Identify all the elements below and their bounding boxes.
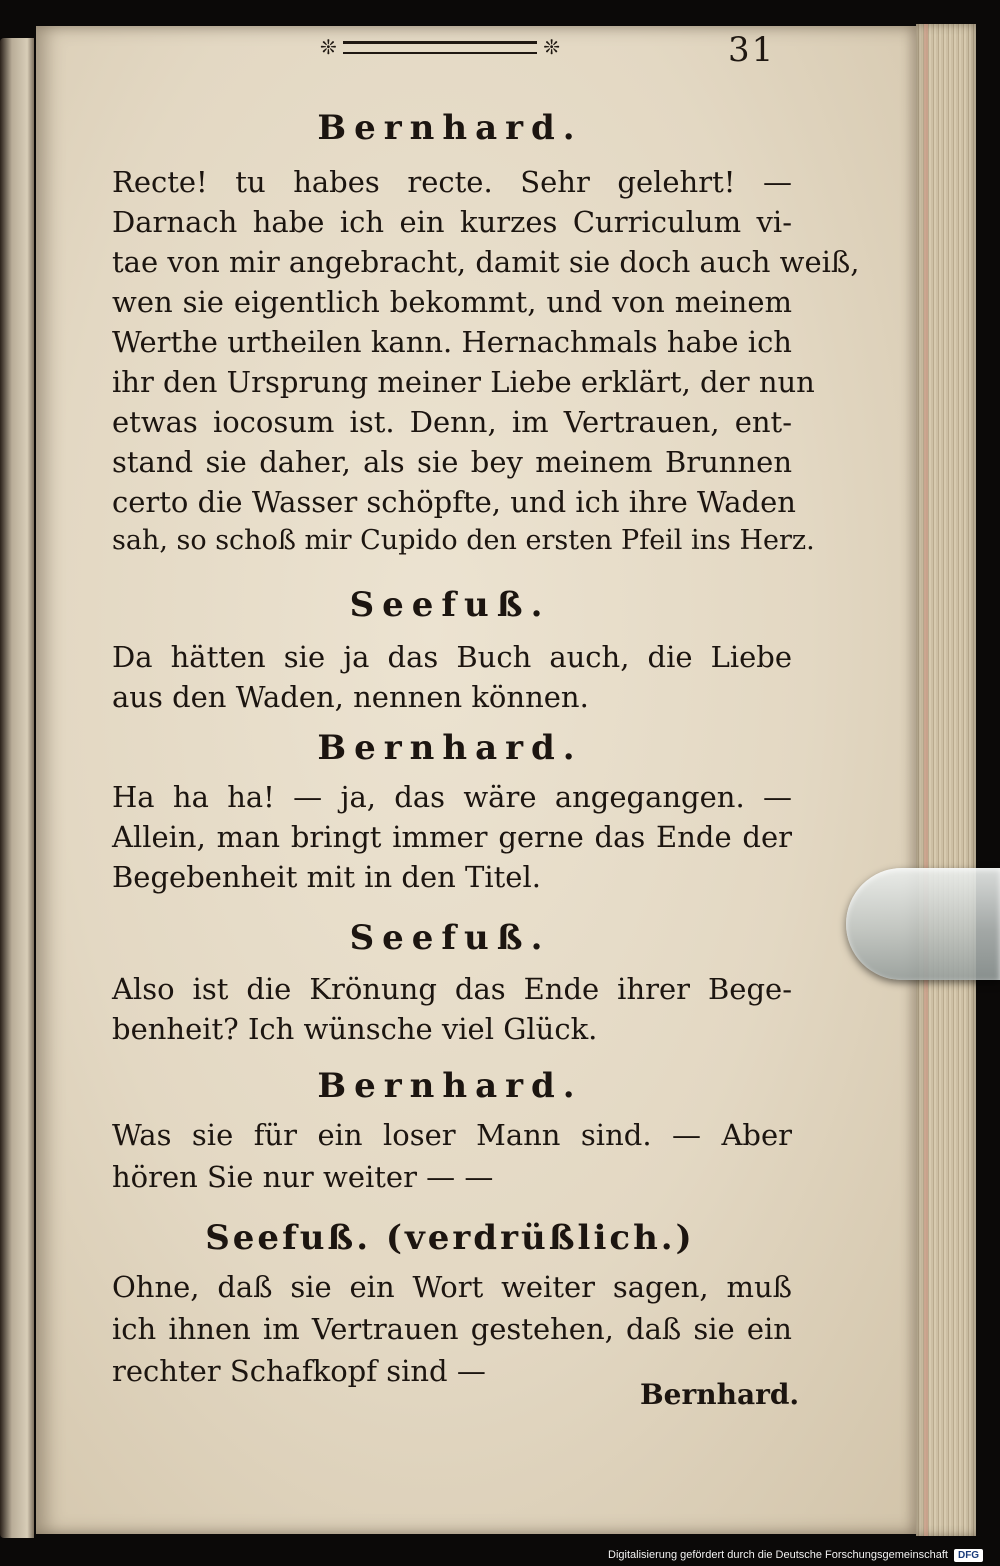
text-line: Allein, man bringt immer gerne das Ende der <box>112 820 792 854</box>
speaker-heading: Bernhard. <box>317 108 583 148</box>
text-line: sah, so schoß mir Cupido den ersten Pfeil ins Herz. <box>112 525 815 556</box>
speaker-heading: Seefuß. <box>349 918 551 958</box>
catchword: Bernhard. <box>640 1378 800 1411</box>
headband-ornament <box>320 35 560 59</box>
ornamental-rosette-icon: ❊ <box>320 35 337 59</box>
ornament-rule <box>343 41 537 54</box>
text-line: hören Sie nur weiter — — <box>112 1160 494 1194</box>
dfg-logo-icon: DFG <box>954 1549 983 1562</box>
page-number: 31 <box>728 30 776 70</box>
speaker-heading: Bernhard. <box>317 1066 583 1106</box>
page-block-edges <box>916 24 976 1536</box>
text-line: tae von mir angebracht, damit sie doch auch weiß, <box>112 245 860 279</box>
page-clip <box>846 868 1000 980</box>
text-line: Recte! tu habes recte. Sehr gelehrt! — <box>112 165 792 199</box>
text-line: wen sie eigentlich bekommt, und von meinem <box>112 285 792 319</box>
speaker-heading: Seefuß. <box>349 585 551 625</box>
text-line: rechter Schafkopf sind — <box>112 1354 486 1388</box>
text-line: stand sie daher, als sie bey meinem Brunnen <box>112 445 792 479</box>
text-line: ich ihnen im Vertrauen gestehen, daß sie ein <box>112 1312 792 1346</box>
text-line: aus den Waden, nennen können. <box>112 680 589 714</box>
speaker-heading: Bernhard. <box>317 728 583 768</box>
text-line: Begebenheit mit in den Titel. <box>112 860 541 894</box>
digitization-credit <box>608 1546 983 1564</box>
text-line: certo die Wasser schöpfte, und ich ihre Waden <box>112 485 796 519</box>
credit-text: Digitalisierung gefördert durch die Deutsche Forschungsgemeinschaft <box>608 1549 948 1561</box>
text-line: Also ist die Krönung das Ende ihrer Bege- <box>112 972 792 1006</box>
text-line: Ha ha ha! — ja, das wäre angegangen. — <box>112 780 792 814</box>
text-line: Werthe urtheilen kann. Hernachmals habe ich <box>112 325 792 359</box>
text-line: benheit? Ich wünsche viel Glück. <box>112 1012 598 1046</box>
speaker-heading: Seefuß. (verdrüßlich.) <box>205 1218 695 1258</box>
text-line: ihr den Ursprung meiner Liebe erklärt, der nun <box>112 365 815 399</box>
text-line: Da hätten sie ja das Buch auch, die Liebe <box>112 640 792 674</box>
ornamental-rosette-icon: ❊ <box>543 35 560 59</box>
text-line: Ohne, daß sie ein Wort weiter sagen, muß <box>112 1270 792 1304</box>
text-line: Darnach habe ich ein kurzes Curriculum vi- <box>112 205 792 239</box>
text-line: Was sie für ein loser Mann sind. — Aber <box>112 1118 792 1152</box>
facing-page-edge <box>0 38 34 1538</box>
text-line: etwas iocosum ist. Denn, im Vertrauen, ent- <box>112 405 792 439</box>
